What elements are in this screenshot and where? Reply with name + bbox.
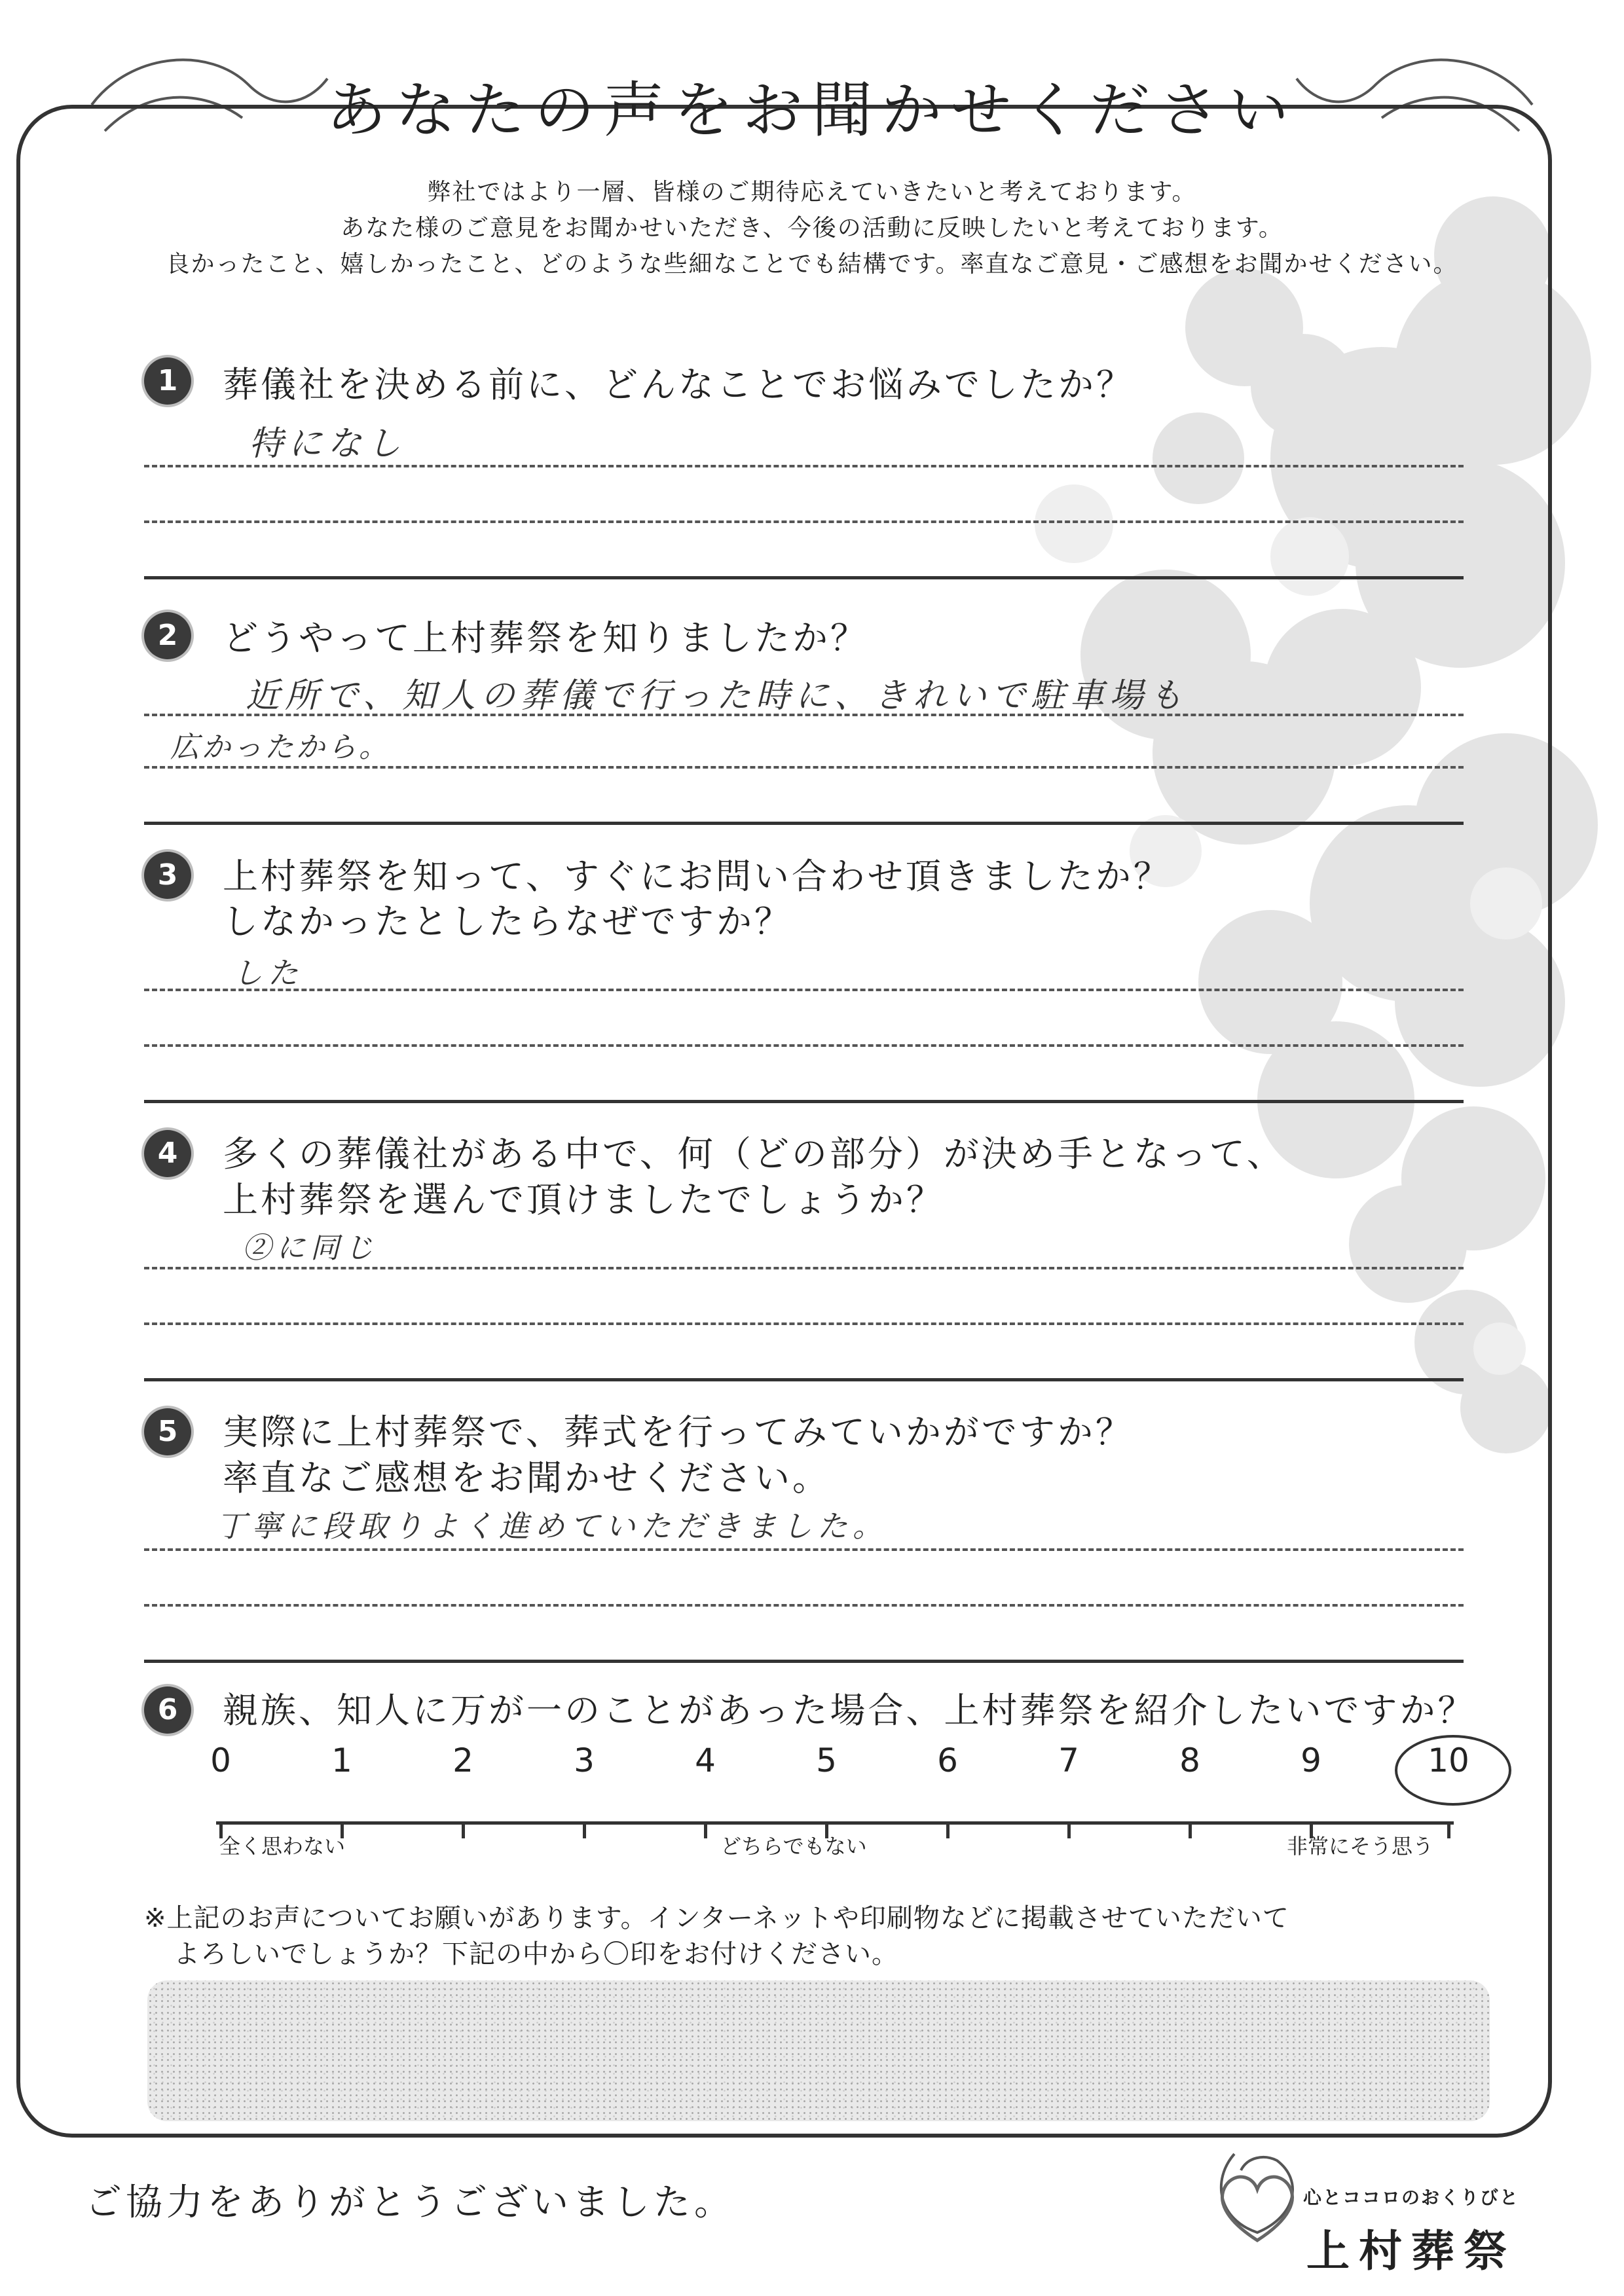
question-number-badge: 6: [144, 1686, 191, 1734]
scale-label: 9: [1301, 1741, 1321, 1779]
section-divider: [144, 1660, 1464, 1663]
scale-label: 4: [695, 1741, 716, 1779]
handwritten-answer: 近所で、知人の葬儀で行った時に、きれいで駐車場も: [246, 676, 1188, 716]
answer-line: [144, 989, 1464, 991]
scale-label: 7: [1058, 1741, 1079, 1779]
question-number-badge: 5: [144, 1408, 191, 1455]
question-text: どうやって上村葬祭を知りましたか？: [223, 617, 868, 659]
page-title: あなたの声をお聞かせください: [325, 75, 1298, 145]
scale-tick: [1067, 1821, 1071, 1838]
brand-logo: 上村葬祭: [1306, 2226, 1516, 2276]
question-text: 多くの葬儀社がある中で、何（どの部分）が決め手となって、: [223, 1133, 1285, 1175]
scale-caption-high: 非常にそう思う: [1287, 1834, 1434, 1859]
scale-tick: [583, 1821, 586, 1838]
answer-line: [144, 714, 1464, 716]
question-text: 親族、知人に万が一のことがあった場合、上村葬祭を紹介したいですか？: [223, 1690, 1476, 1731]
scale-label: 8: [1179, 1741, 1200, 1779]
scale-caption-middle: どちらでもない: [720, 1834, 867, 1859]
question-text: 上村葬祭を知って、すぐにお問い合わせ頂きましたか？: [223, 856, 1172, 897]
handwritten-answer: 特になし: [249, 424, 407, 464]
answer-line: [144, 1322, 1464, 1325]
section-divider: [144, 1100, 1464, 1103]
answer-line: [144, 1267, 1464, 1269]
question-text: 率直なご感想をお聞かせください。: [223, 1457, 830, 1499]
scale-label: 3: [574, 1741, 595, 1779]
handwritten-answer: ②に同じ: [242, 1231, 378, 1265]
scale-tick: [1447, 1821, 1450, 1838]
intro-line: あなた様のご意見をお聞かせいただき、今後の活動に反映したいと考えております。: [341, 215, 1283, 242]
intro-line: 弊社ではより一層、皆様のご期待応えていきたいと考えております。: [427, 179, 1197, 206]
handwritten-answer: した: [232, 955, 303, 991]
scale-label: 6: [937, 1741, 958, 1779]
notice-text: ※上記のお声についてお願いがあります。インターネットや印刷物などに掲載させていただいて: [144, 1903, 1289, 1933]
answer-line: [144, 465, 1464, 467]
answer-line: [144, 520, 1464, 523]
answer-line: [144, 1548, 1464, 1551]
rating-scale-line: [216, 1821, 1454, 1825]
scale-label: 0: [210, 1741, 231, 1779]
question-text: 葬儀社を決める前に、どんなことでお悩みでしたか？: [223, 364, 1134, 405]
scale-tick: [462, 1821, 465, 1838]
scale-tick: [704, 1821, 707, 1838]
question-number-badge: 4: [144, 1130, 191, 1177]
brand-tagline: 心とココロのおくりびと: [1303, 2187, 1520, 2208]
handwritten-answer: 丁寧に段取りよく進めていただきました。: [216, 1508, 888, 1544]
consent-area: [147, 1980, 1490, 2121]
question-text: 上村葬祭を選んで頂けましたでしょうか？: [223, 1179, 944, 1220]
scale-label: 10: [1428, 1741, 1469, 1779]
heart-icon: [1211, 2160, 1303, 2252]
scale-caption-low: 全く思わない: [219, 1834, 346, 1859]
section-divider: [144, 576, 1464, 579]
question-number-badge: 3: [144, 852, 191, 899]
question-number-badge: 2: [144, 612, 191, 659]
scale-tick: [946, 1821, 950, 1838]
scale-tick: [1189, 1821, 1192, 1838]
selected-rating-circle: [1395, 1735, 1511, 1806]
answer-line: [144, 766, 1464, 769]
scale-label: 5: [816, 1741, 837, 1779]
intro-line: 良かったこと、嬉しかったこと、どのような些細なことでも結構です。率直なご意見・ご感想をお聞かせください。: [166, 251, 1458, 278]
question-text: しなかったとしたらなぜですか？: [223, 901, 792, 942]
section-divider: [144, 1378, 1464, 1381]
question-number-badge: 1: [144, 357, 191, 405]
scale-label: 1: [331, 1741, 352, 1779]
notice-text: よろしいでしょうか？下記の中から〇印をお付けください。: [174, 1939, 898, 1969]
section-divider: [144, 822, 1464, 825]
scale-label: 2: [452, 1741, 473, 1779]
handwritten-answer: 広かったから。: [170, 731, 390, 764]
answer-line: [144, 1604, 1464, 1607]
question-text: 実際に上村葬祭で、葬式を行ってみていかがですか？: [223, 1412, 1134, 1453]
thanks-message: ご協力をありがとうございました。: [85, 2181, 735, 2224]
answer-line: [144, 1044, 1464, 1047]
